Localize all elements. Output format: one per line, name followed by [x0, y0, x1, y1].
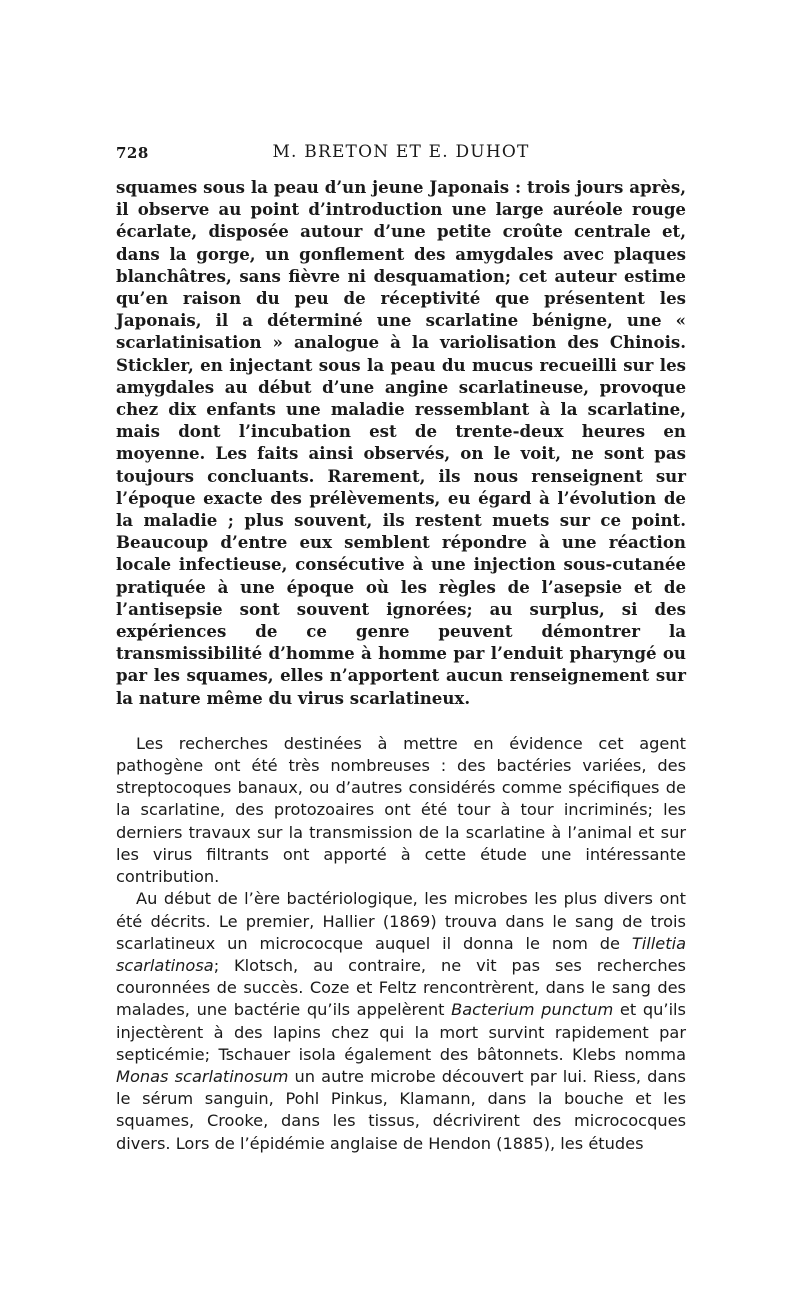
- running-header: [116, 140, 686, 166]
- paragraph-3-text-d: un autre microbe découvert par lui. Riess, dans le sérum sanguin, Pohl Pinkus, Klamann, dans la bouche et les squames, Crooke, dans les tissus, décrivirent des micrococques divers. Lors de l’épidémie anglaise de Hendon (1885), les études: [116, 1066, 686, 1153]
- paragraph-1: squames sous la peau d’un jeune Japonais : trois jours après, il observe au point d’introduction une large auréole rouge écarlate, disposée autour d’une petite croûte centrale et, dans la gorge, un gonflement des amygdales avec plaques blanchâtres, sans fièvre ni desquamation; cet auteur estime qu’en raison du peu de réceptivité que présentent les Japonais, il a déterminé une scarlatine bénigne, une « scarlatinisation » analogue à la variolisation des Chinois. Stickler, en injectant sous la peau du mucus recueilli sur les amygdales au début d’une angine scarlatineuse, provoque chez dix enfants une maladie ressemblant à la scarlatine, mais dont l’incubation est de trente-deux heures en moyenne. Les faits ainsi observés, on le voit, ne sont pas toujours concluants. Rarement, ils nous renseignent sur l’époque exacte des prélèvements, eu égard à l’évolution de la maladie ; plus souvent, ils restent muets sur ce point. Beaucoup d’entre eux semblent répondre à une réaction locale infectieuse, consécutive à une injection sous-cutanée pratiquée à une époque où les règles de l’asepsie et de l’antisepsie sont souvent ignorées; au surplus, si des expériences de ce genre peuvent démontrer la transmissibilité d’homme à homme par l’enduit pharyngé ou par les squames, elles n’apportent aucun renseignement sur la nature même du virus scarlatineux.: [116, 177, 686, 708]
- page-number: 728: [116, 144, 149, 162]
- running-title: M. BRETON ET E. DUHOT: [272, 142, 530, 162]
- species-name-tilletia: Tilletia scarlatinosa: [116, 933, 686, 975]
- paragraph-3-text-c: et qu’ils injectèrent à des lapins chez qui la mort survint rapidement par septicémie; Tschauer isola également des bâtonnets. Klebs nomma: [116, 1000, 686, 1064]
- paragraph-2: Les recherches destinées à mettre en évidence cet agent pathogène ont été très nombreuses : des bactéries variées, des streptocoques banaux, ou d’autres considérés comme spécifiques de la scarlatine, des protozoaires ont été tour à tour incriminés; les derniers travaux sur la transmission de la scarlatine à l’animal et sur les virus filtrants ont apporté à cette étude une intéressante contribution.: [116, 733, 686, 887]
- paragraph-3-text-b: ; Klotsch, au contraire, ne vit pas ses recherches couronnées de succès. Coze et Feltz rencontrèrent, dans le sang des malades, une bactérie qu’ils appelèrent: [116, 955, 686, 1020]
- paragraph-3-text-a: Au début de l’ère bactériologique, les microbes les plus divers ont été décrits. Le premier, Hallier (1869) trouva dans le sang de trois scarlatineux un micrococque auquel il donna le nom de: [116, 889, 686, 953]
- species-name-bacterium: Bacterium punctum: [451, 1000, 614, 1020]
- species-name-monas: Monas scarlatinosum: [116, 1066, 289, 1086]
- body-text: [116, 176, 686, 1155]
- paragraph-3: [116, 888, 686, 1154]
- document-page: [116, 140, 686, 1155]
